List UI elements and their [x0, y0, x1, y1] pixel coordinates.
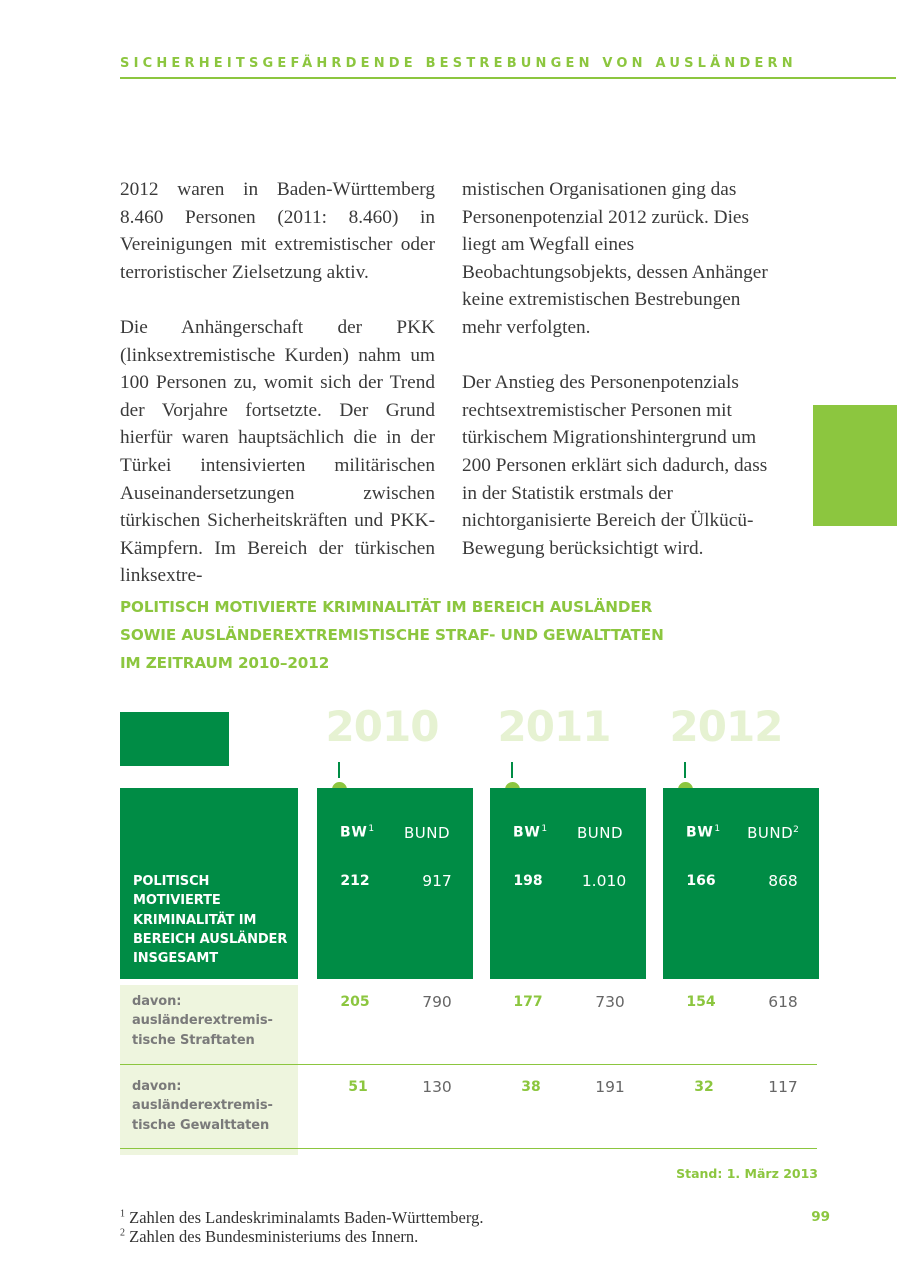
running-header: SICHERHEITSGEFÄHRDENDE BESTREBUNGEN VON AUSLÄNDERN — [120, 56, 797, 71]
value-bund: 917 — [422, 872, 452, 890]
footnote: $^1$ Zahlen des Landeskriminalamts Baden-Württemberg. — [120, 1208, 484, 1227]
footnote: $^2$ Zahlen des Bundesministeriums des Innern. — [120, 1227, 419, 1246]
col-header-bw: $BW^1$ — [339, 824, 375, 841]
row-header-straftaten — [120, 985, 298, 1070]
row-label-line: davon: — [132, 1079, 182, 1094]
col-header-bw: $BW^1$ — [512, 824, 548, 841]
table-title-line: POLITISCH MOTIVIERTE KRIMINALITÄT IM BEREICH AUSLÄNDER — [120, 598, 653, 616]
year-tick — [684, 762, 686, 778]
year-tick — [338, 762, 340, 778]
year-label: 2011 — [497, 702, 611, 751]
col-header-bund: BUND — [576, 824, 624, 842]
table-bottom-rule — [120, 1148, 817, 1149]
col-header-bund: BUND$^2$ — [747, 824, 799, 842]
col-header-bw: $BW^1$ — [685, 824, 721, 841]
value-bund: 730 — [595, 993, 625, 1011]
col-header-bund: BUND — [403, 824, 451, 842]
table-title — [120, 593, 820, 677]
value-bund: 868 — [768, 872, 798, 890]
paragraph: Die Anhängerschaft der PKK (linksextremistische Kurden) nahm um 100 Personen zu, womit sich der Trend der Vorjahre fortsetzte. Der Grund hierfür waren hauptsächlich die in der Türkei intensivierten militärischen Auseinandersetzungen zwischen türkischen Sicherheitskräften und PKK-Kämpfern. Im Bereich der türkischen linksextre- — [120, 316, 435, 587]
row-label-line: KRIMINALITÄT IM — [133, 912, 257, 928]
paragraph: mistischen Organisationen ging das Personenpotenzial 2012 zurück. Dies liegt am Wegfall eines Beobachtungsobjekts, dessen Anhänger keine extremistischen Bestrebungen mehr verfolgten. — [462, 179, 768, 338]
value-bund: 117 — [768, 1078, 798, 1096]
year-label: 2010 — [325, 702, 439, 751]
value-bw: 205 — [340, 994, 370, 1010]
chapter-tab — [813, 405, 897, 526]
row-label-line: tische Straftaten — [132, 1032, 255, 1048]
row-label-line: POLITISCH MOTIVIERTE — [133, 874, 221, 909]
value-bw: 51 — [348, 1079, 368, 1095]
table-title-line: IM ZEITRAUM 2010–2012 — [120, 654, 330, 672]
value-bund: 790 — [422, 993, 452, 1011]
value-bw: 177 — [513, 994, 543, 1010]
row-label-line: ausländerextremis- — [132, 1098, 273, 1114]
table-title-line: SOWIE AUSLÄNDEREXTREMISTISCHE STRAF- UND GEWALTTATEN — [120, 626, 664, 644]
row-label-line: BEREICH AUSLÄNDER — [133, 931, 288, 947]
row-header-gewalttaten — [120, 1070, 298, 1155]
row-divider — [120, 1064, 817, 1065]
value-bund: 191 — [595, 1078, 625, 1096]
body-column-left — [120, 176, 435, 618]
row-label-line: tische Gewalttaten — [132, 1117, 270, 1133]
value-bund: 618 — [768, 993, 798, 1011]
value-bw: 198 — [513, 873, 543, 889]
row-label-line: ausländerextremis- — [132, 1013, 273, 1029]
data-status-date: Stand: 1. März 2013 — [676, 1166, 818, 1181]
paragraph: 2012 waren in Baden-Württemberg 8.460 Personen (2011: 8.460) in Vereinigungen mit extremistischer oder terroristischer Zielsetzung aktiv. — [120, 179, 435, 283]
body-column-right — [462, 176, 777, 590]
value-bw: 154 — [686, 994, 716, 1010]
row-header-total — [120, 788, 298, 979]
header-rule — [120, 77, 896, 79]
value-bund: 130 — [422, 1078, 452, 1096]
row-label-line: INSGESAMT — [133, 951, 218, 967]
year-tick — [511, 762, 513, 778]
value-bw: 212 — [340, 873, 370, 889]
paragraph: Der Anstieg des Personenpotenzials rechtsextremistischer Personen mit türkischem Migrationshintergrund um 200 Personen erklärt sich dadurch, dass in der Statistik erstmals der nichtorganisierte Bereich der Ülkücü-Bewegung berücksichtigt wird. — [462, 372, 768, 559]
row-label-line: davon: — [132, 994, 182, 1009]
value-bw: 166 — [686, 873, 716, 889]
value-bw: 38 — [521, 1079, 541, 1095]
legend-box — [120, 712, 229, 766]
value-bund: 1.010 — [581, 872, 627, 890]
value-bw: 32 — [694, 1079, 714, 1095]
page-number: 99 — [811, 1209, 830, 1225]
year-label: 2012 — [669, 702, 783, 751]
